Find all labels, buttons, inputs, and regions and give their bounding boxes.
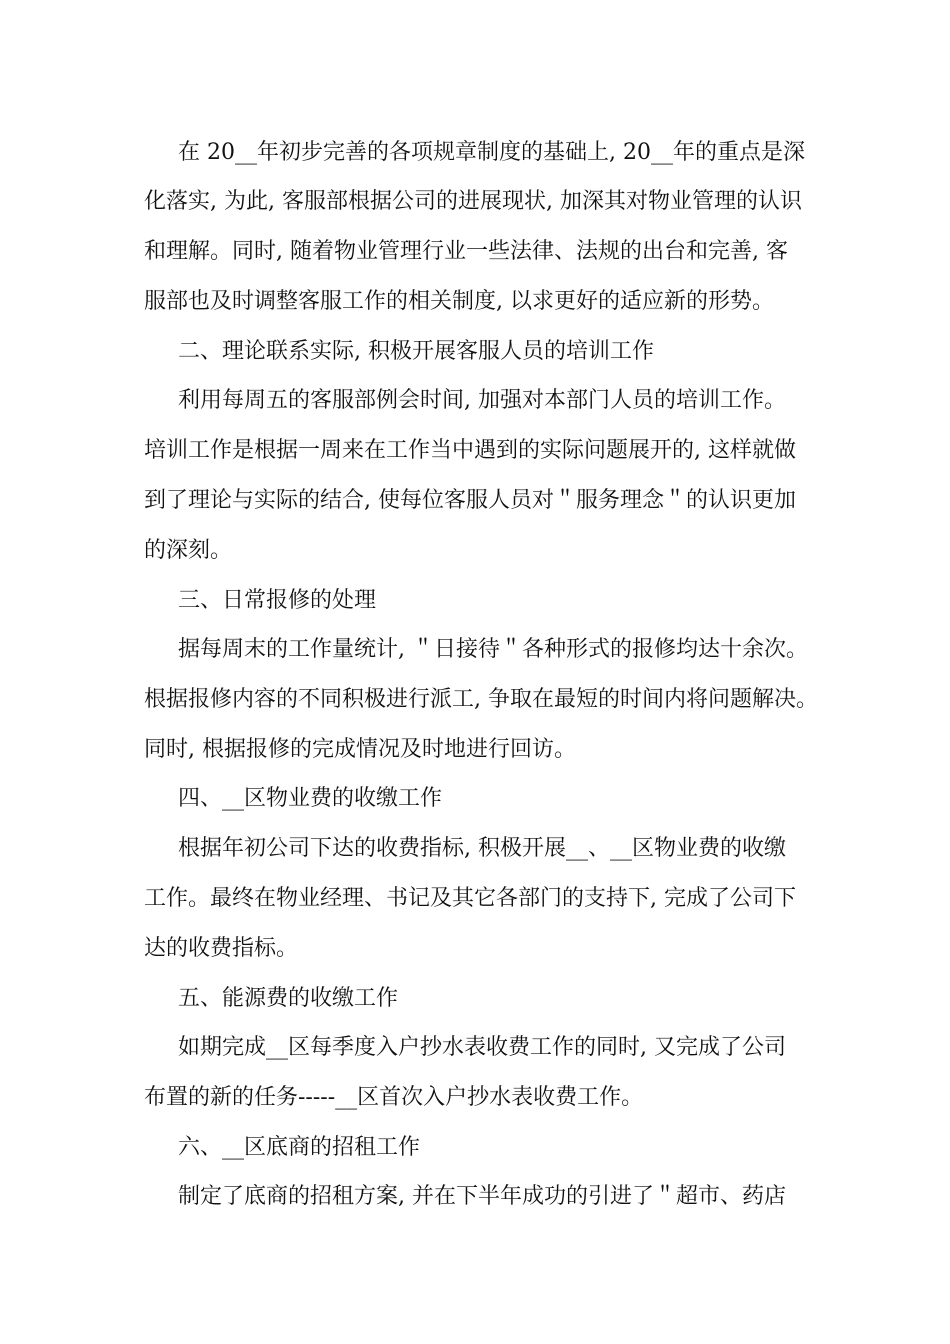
section-6-line-1: 制定了底商的招租方案, 并在下半年成功的引进了＂超市、药店	[178, 1184, 786, 1209]
paragraph-intro-line-3: 和理解。同时, 随着物业管理行业一些法律、法规的出台和完善, 客	[144, 239, 788, 264]
section-3-line-1: 据每周末的工作量统计, ＂日接待＂各种形式的报修均达十余次。	[178, 637, 808, 662]
section-3-line-2: 根据报修内容的不同积极进行派工, 争取在最短的时间内将问题解决。	[144, 687, 818, 712]
section-3-line-3: 同时, 根据报修的完成情况及时地进行回访。	[144, 737, 576, 762]
section-2-line-2: 培训工作是根据一周来在工作当中遇到的实际问题展开的, 这样就做	[144, 438, 796, 463]
section-5-line-1: 如期完成__区每季度入户抄水表收费工作的同时, 又完成了公司	[178, 1035, 786, 1060]
section-2-line-1: 利用每周五的客服部例会时间, 加强对本部门人员的培训工作。	[178, 388, 786, 413]
section-4-line-1: 根据年初公司下达的收费指标, 积极开展__、__区物业费的收缴	[178, 836, 786, 861]
section-heading-5: 五、能源费的收缴工作	[178, 986, 399, 1011]
paragraph-intro-line-4: 服部也及时调整客服工作的相关制度, 以求更好的适应新的形势。	[144, 289, 774, 314]
paragraph-intro-line-2: 化落实, 为此, 客服部根据公司的进展现状, 加深其对物业管理的认识	[144, 189, 802, 214]
section-2-line-4: 的深刻。	[144, 538, 233, 563]
section-4-line-2: 工作。最终在物业经理、书记及其它各部门的支持下, 完成了公司下	[144, 886, 796, 911]
section-heading-3: 三、日常报修的处理	[178, 588, 377, 613]
section-heading-6: 六、__区底商的招租工作	[178, 1135, 421, 1160]
section-2-line-3: 到了理论与实际的结合, 使每位客服人员对＂服务理念＂的认识更加	[144, 488, 796, 513]
section-heading-4: 四、__区物业费的收缴工作	[178, 786, 443, 811]
section-5-line-2: 布置的新的任务-----__区首次入户抄水表收费工作。	[144, 1085, 644, 1110]
section-4-line-3: 达的收费指标。	[144, 936, 299, 961]
paragraph-intro-line-1: 在 20__年初步完善的各项规章制度的基础上, 20__年的重点是深	[178, 140, 805, 165]
section-heading-2: 二、理论联系实际, 积极开展客服人员的培训工作	[178, 339, 654, 364]
